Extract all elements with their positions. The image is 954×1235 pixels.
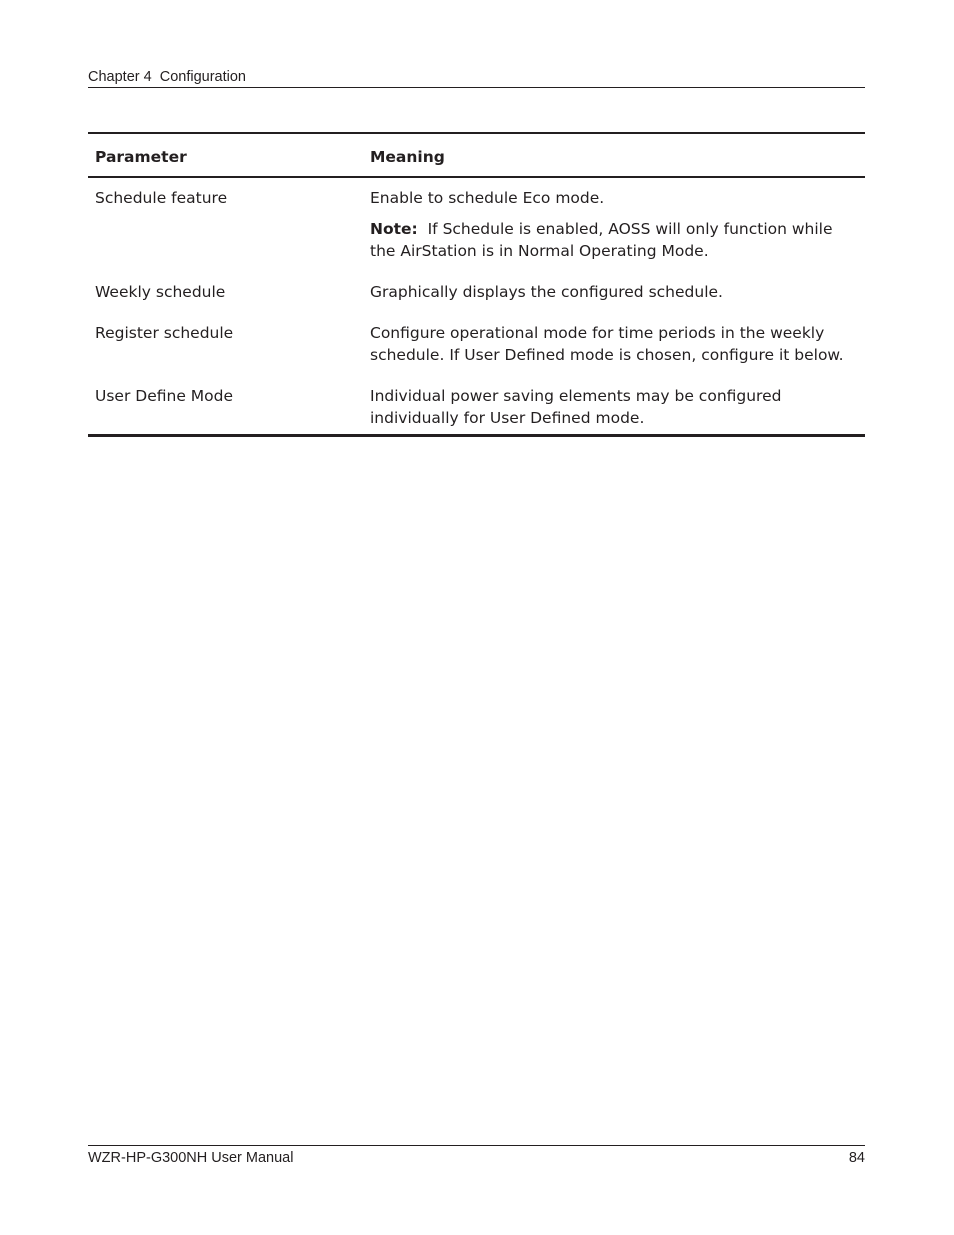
page-footer bbox=[88, 1145, 865, 1170]
manual-title: WZR-HP-G300NH User Manual bbox=[88, 1150, 294, 1166]
meaning-cell bbox=[370, 187, 865, 262]
chapter-title: Chapter 4 Configuration bbox=[88, 69, 246, 85]
meaning-cell: Graphically displays the configured schedule. bbox=[370, 283, 723, 301]
table-row bbox=[88, 385, 865, 429]
parameter-cell: Register schedule bbox=[95, 324, 234, 342]
note-label: Note: bbox=[370, 220, 418, 238]
parameter-cell: Schedule feature bbox=[95, 189, 228, 207]
parameter-cell: Weekly schedule bbox=[95, 283, 226, 301]
meaning-cell: Individual power saving elements may be configured individually for User Defined mode. bbox=[370, 387, 782, 427]
parameter-cell: User Define Mode bbox=[95, 387, 234, 405]
note-text: If Schedule is enabled, AOSS will only function while the AirStation is in Normal Operating Mode. bbox=[370, 220, 833, 260]
table-row bbox=[88, 281, 865, 303]
meaning-cell: Configure operational mode for time periods in the weekly schedule. If User Defined mode is chosen, configure it below. bbox=[370, 324, 844, 364]
page-header bbox=[88, 67, 865, 88]
meaning-text: Enable to schedule Eco mode. bbox=[370, 189, 605, 207]
table-body bbox=[88, 178, 865, 434]
table-row bbox=[88, 187, 865, 262]
page-number: 84 bbox=[848, 1150, 865, 1166]
note bbox=[370, 218, 855, 262]
table-header-row bbox=[88, 134, 865, 178]
column-header-meaning: Meaning bbox=[370, 148, 445, 166]
column-header-parameter: Parameter bbox=[95, 148, 187, 166]
table-row bbox=[88, 322, 865, 366]
parameter-table bbox=[88, 132, 865, 437]
